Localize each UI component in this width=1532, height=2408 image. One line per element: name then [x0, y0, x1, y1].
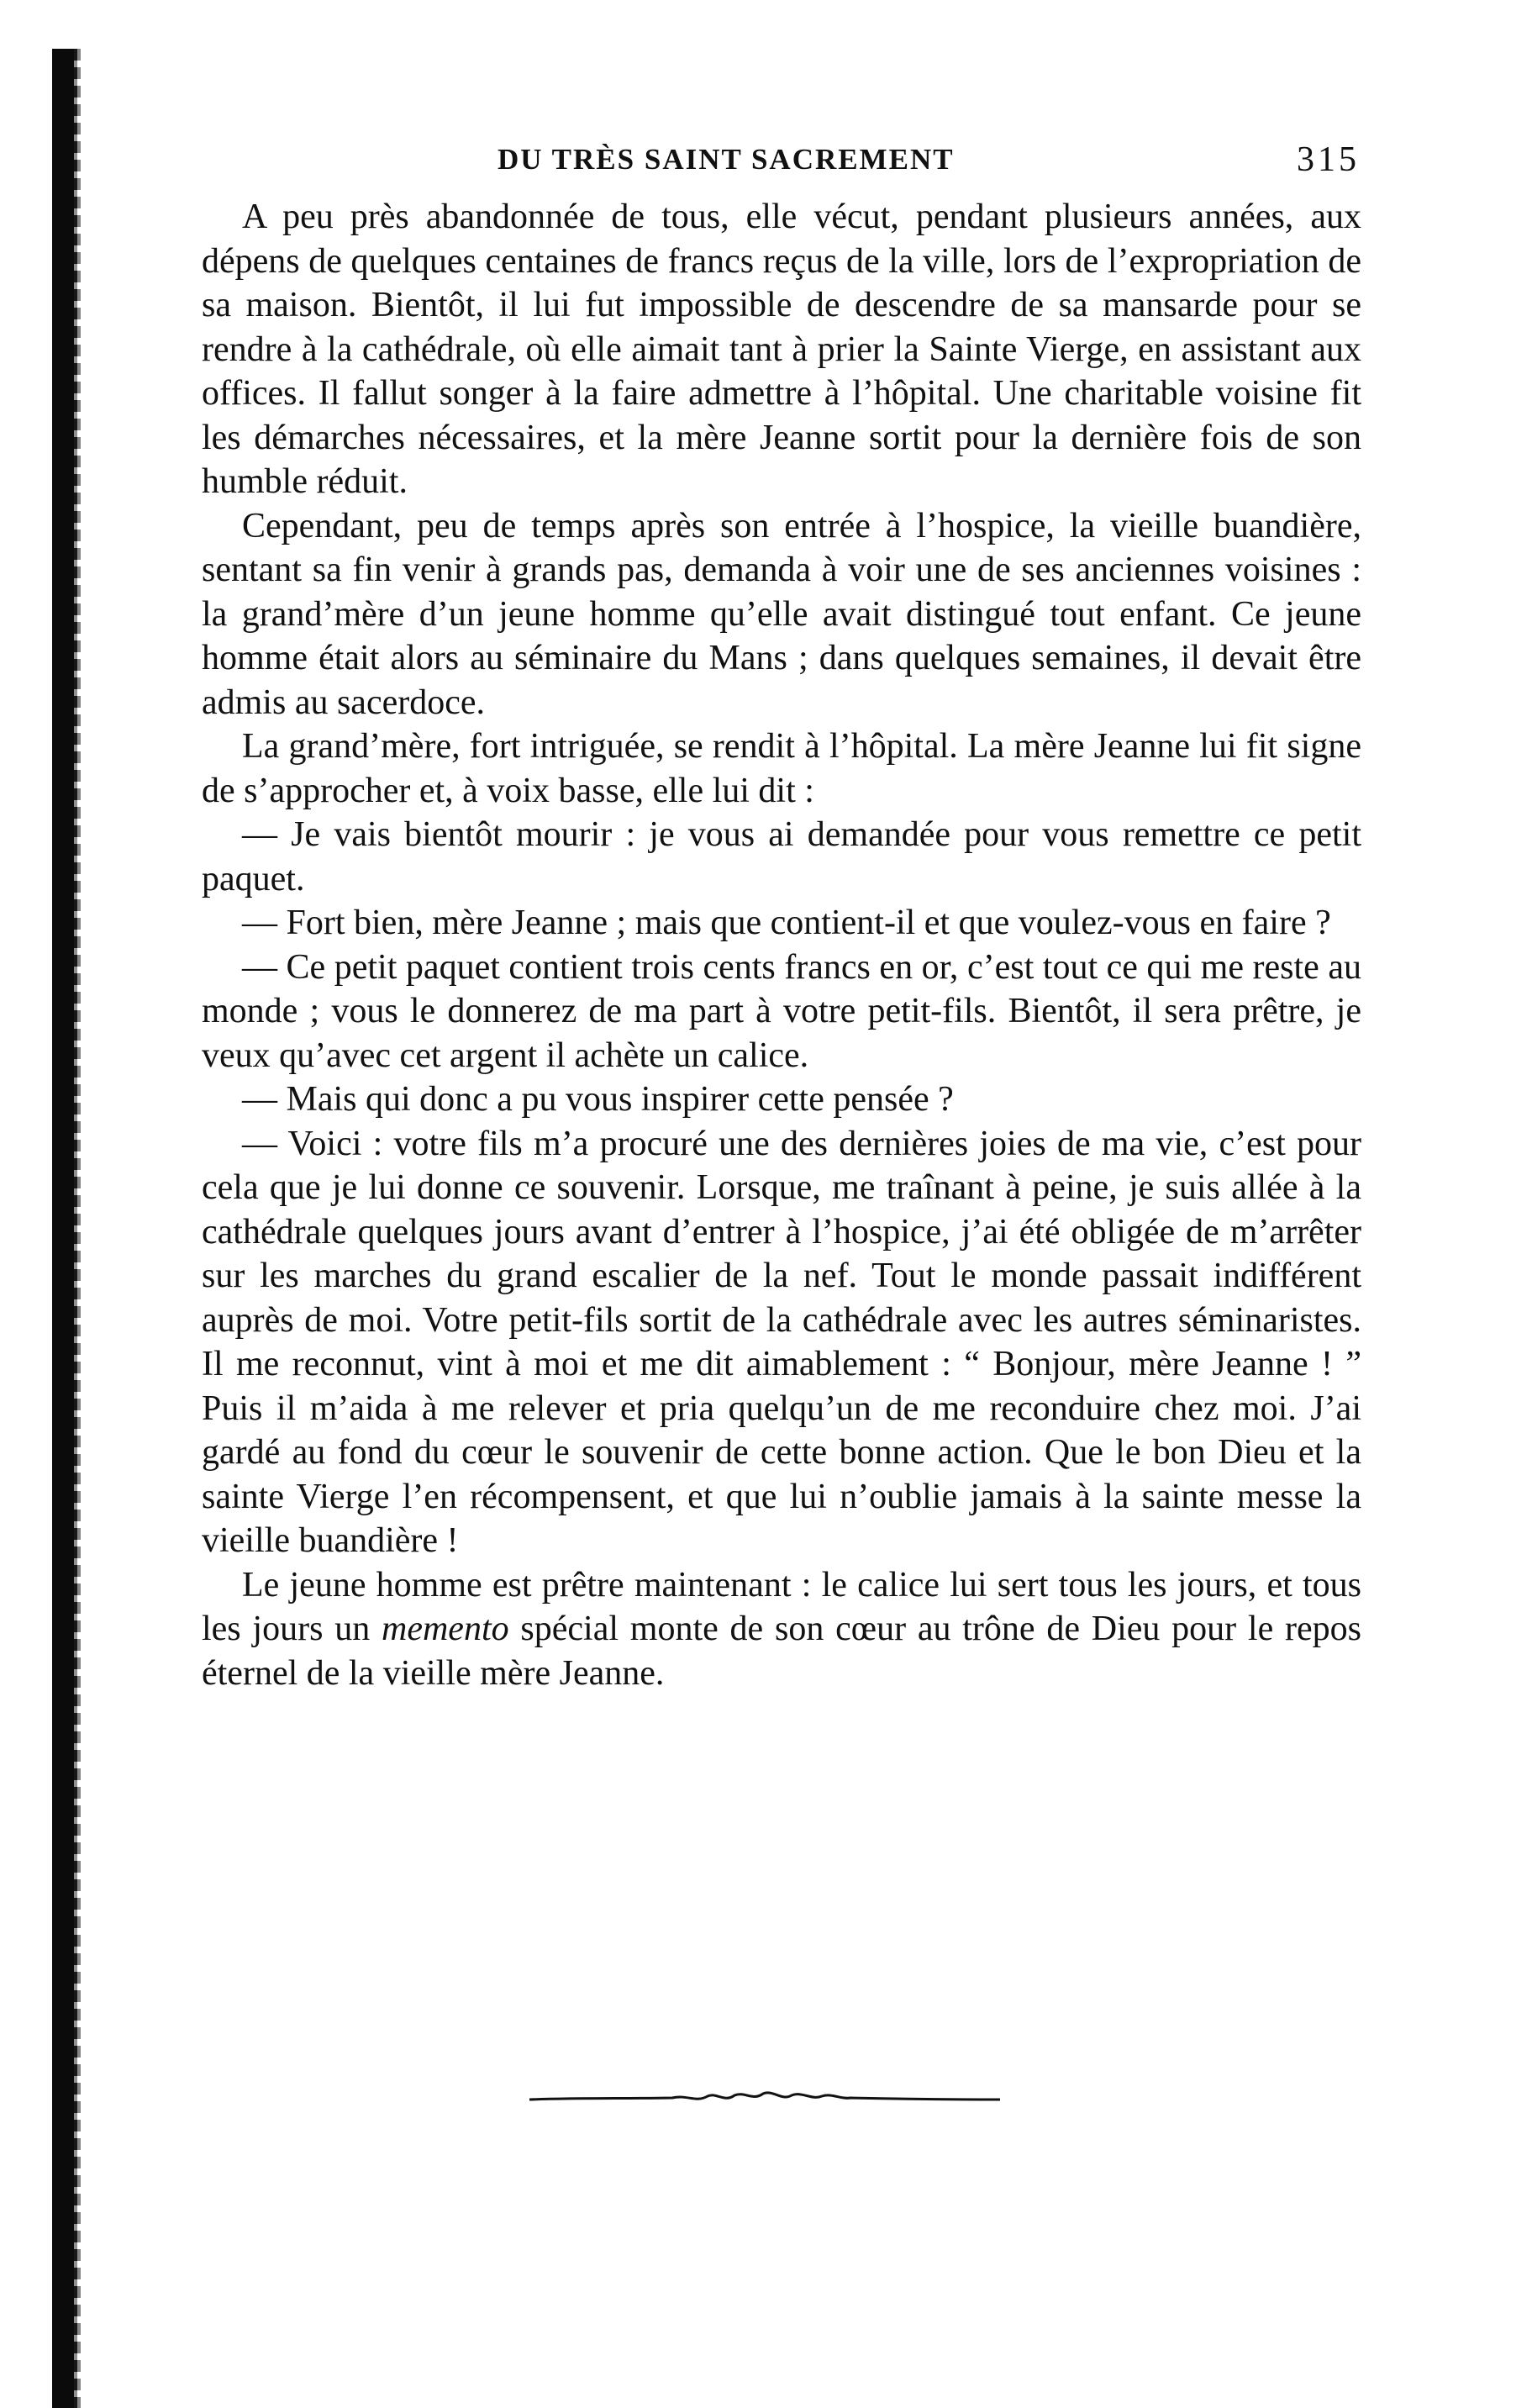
- memento-word: memento: [382, 1610, 509, 1648]
- body-text: [202, 195, 1361, 1695]
- running-head: [202, 136, 1361, 195]
- dialogue-line-1: — Je vais bientôt mourir : je vous ai demandée pour vous remettre ce petit paquet.: [202, 815, 1361, 898]
- decorative-tailpiece: [529, 2084, 1000, 2110]
- dialogue-line-5: — Voici : votre fils m’a procuré une des dernières joies de ma vie, c’est pour cela que je lui donne ce souvenir. Lorsque, me traînant à peine, je suis allée à la cathédrale quelques jours avant d’entrer à l’hospice, j’ai été obligée de m’arrêter sur les marches du grand escalier de la nef. Tout le monde passait indifférent auprès de moi. Votre petit-fils sortit de la cathédrale avec les autres séminaristes. Il me reconnut, vint à moi et me dit aimablement : “ Bonjour, mère Jeanne ! ” Puis il m’aida à me relever et pria quelqu’un de me reconduire chez moi. J’ai gardé au fond du cœur le souvenir de cette bonne action. Que le bon Dieu et la sainte Vierge l’en récompensent, et que lui n’oublie jamais à la sainte messe la vieille buandière !: [202, 1124, 1361, 1560]
- closing-paragraph: [202, 1563, 1361, 1696]
- dialogue-line-2: — Fort bien, mère Jeanne ; mais que contient-il et que voulez-vous en faire ?: [242, 904, 1331, 942]
- closing-paragraph-start: Le jeune homme est prêtre maintenant : le calice lui sert tous les jours, et tous les jours un: [202, 1565, 1361, 1648]
- paragraph-3: La grand’mère, fort intriguée, se rendit à l’hôpital. La mère Jeanne lui fit signe de s’approcher et, à voix basse, elle lui dit :: [202, 727, 1361, 810]
- dialogue-line-4: — Mais qui donc a pu vous inspirer cette pensée ?: [242, 1080, 954, 1119]
- running-title: DU TRÈS SAINT SACREMENT: [498, 143, 955, 176]
- dialogue-line-3: — Ce petit paquet contient trois cents francs en or, c’est tout ce qui me reste au monde ; vous le donnerez de ma part à votre petit-fils. Bientôt, il sera prêtre, je veux qu’avec cet argent il achète un calice.: [202, 947, 1361, 1075]
- paragraph-2: Cependant, peu de temps après son entrée à l’hospice, la vieille buandière, sentant sa fin venir à grands pas, demanda à voir une de ses anciennes voisines : la grand’mère d’un jeune homme qu’elle avait distingué tout enfant. Ce jeune homme était alors au séminaire du Mans ; dans quelques semaines, il devait être admis au sacerdoce.: [202, 506, 1361, 722]
- page-number: 315: [1297, 140, 1360, 179]
- book-page: [202, 136, 1361, 1695]
- paragraph-1: A peu près abandonnée de tous, elle vécut, pendant plusieurs années, aux dépens de quelques centaines de francs reçus de la ville, lors de l’expropriation de sa maison. Bientôt, il lui fut impossible de descendre de sa mansarde pour se rendre à la cathédrale, où elle aimait tant à prier la Sainte Vierge, en assistant aux offices. Il fallut songer à la faire admettre à l’hôpital. Une charitable voisine fit les démarches nécessaires, et la mère Jeanne sortit pour la dernière fois de son humble réduit.: [202, 198, 1361, 501]
- closing-paragraph-end: spécial monte de son cœur au trône de Dieu pour le repos éternel de la vieille mère Jeanne.: [202, 1610, 1361, 1693]
- binding-edge: [52, 49, 77, 2408]
